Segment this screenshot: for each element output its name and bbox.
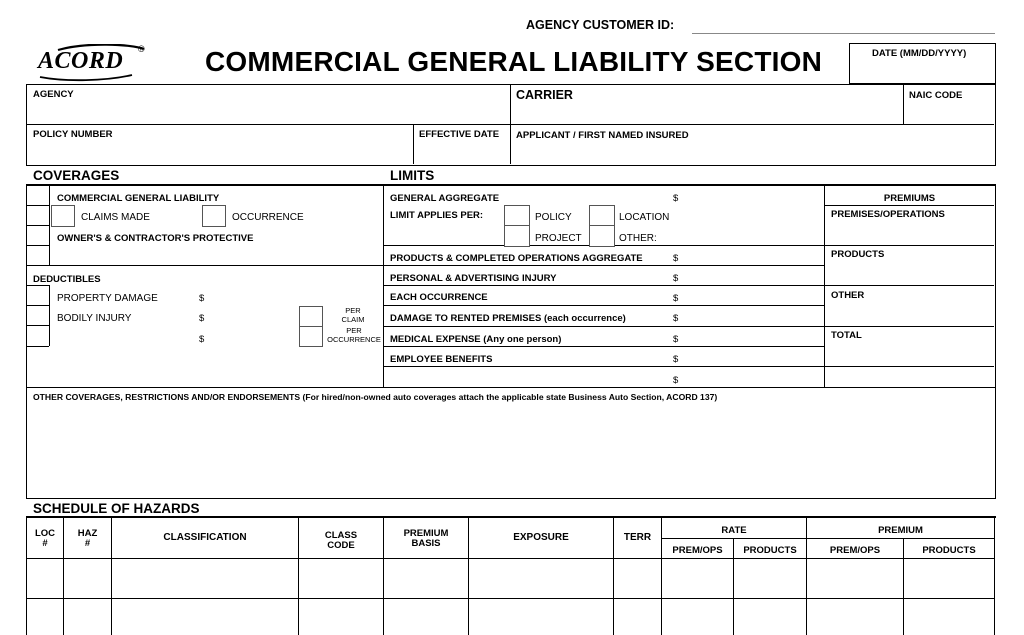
- policy-label: POLICY: [535, 212, 572, 223]
- premises-operations-label: PREMISES/OPERATIONS: [831, 209, 945, 220]
- hz-loc-header-1: LOC: [34, 528, 56, 539]
- property-damage-dollar: $: [199, 293, 205, 304]
- effective-date-input[interactable]: [417, 143, 511, 162]
- ded-row-line-1: [27, 285, 49, 286]
- hz-row1-rate-premops[interactable]: [664, 566, 735, 592]
- cov-section-divider: [27, 265, 383, 266]
- hz-row1-premium-basis[interactable]: [386, 566, 470, 592]
- acord-logo: [36, 44, 148, 84]
- limits-row-line-4: [384, 305, 824, 306]
- hz-row1-rate-products[interactable]: [736, 566, 808, 592]
- each-occurrence-label: EACH OCCURRENCE: [390, 292, 488, 303]
- medical-expense-label: [390, 334, 561, 345]
- personal-advertising-label: PERSONAL & ADVERTISING INJURY: [390, 273, 557, 284]
- limits-row-line-3: [384, 285, 824, 286]
- damage-rented-label: [390, 313, 626, 324]
- ded-row-line-3: [27, 325, 49, 326]
- occurrence-label: OCCURRENCE: [232, 212, 304, 223]
- other-coverages-label: OTHER COVERAGES, RESTRICTIONS AND/OR ENDORSEMENTS (For hired/non-owned auto coverages attach the applicable state Business Auto Section, ACORD 137): [33, 392, 718, 402]
- medical-expense-note: (Any one person): [483, 334, 562, 345]
- cov-checkbox-col: [49, 185, 50, 265]
- location-label: LOCATION: [619, 212, 670, 223]
- general-aggregate-dollar: $: [673, 193, 679, 204]
- agency-input[interactable]: [32, 102, 510, 122]
- property-damage-label: PROPERTY DAMAGE: [57, 293, 158, 304]
- hz-row1-loc[interactable]: [29, 566, 65, 592]
- effective-date-label: EFFECTIVE DATE: [419, 129, 500, 140]
- hz-class-code-header-2: CODE: [327, 540, 355, 551]
- policy-checkbox[interactable]: [504, 205, 530, 227]
- other-limit-label: OTHER:: [619, 233, 657, 244]
- hz-classification-header: CLASSIFICATION: [163, 532, 247, 543]
- bodily-injury-label: BODILY INJURY: [57, 313, 132, 324]
- claims-made-checkbox[interactable]: [51, 205, 75, 227]
- each-occurrence-dollar: $: [673, 293, 679, 304]
- cgl-label: COMMERCIAL GENERAL LIABILITY: [57, 193, 220, 204]
- premiums-row-line-3: [825, 326, 994, 327]
- per-occurrence-label-2: OCCURRENCE: [327, 334, 381, 344]
- other-premium-label: OTHER: [831, 290, 865, 301]
- damage-rented-note: (each occurrence): [543, 313, 626, 324]
- per-claim-label-2: CLAIM: [341, 314, 365, 324]
- personal-advertising-dollar: $: [673, 273, 679, 284]
- per-claim-checkbox[interactable]: [299, 306, 323, 327]
- info-vline-naic: [903, 85, 904, 124]
- products-completed-dollar: $: [673, 253, 679, 264]
- hz-row1-terr[interactable]: [616, 566, 663, 592]
- medical-expense-bold: MEDICAL EXPENSE: [390, 334, 481, 345]
- hz-row1-classification[interactable]: [114, 566, 300, 592]
- ded-row-line-4: [27, 346, 49, 347]
- limits-row-line-7: [384, 366, 994, 367]
- location-checkbox[interactable]: [589, 205, 615, 227]
- deductibles-label: DEDUCTIBLES: [33, 274, 101, 285]
- hz-header-bottom: [27, 558, 994, 559]
- applicant-label: APPLICANT / FIRST NAMED INSURED: [516, 130, 689, 141]
- per-occurrence-checkbox[interactable]: [299, 326, 323, 347]
- hz-exposure-header: EXPOSURE: [513, 532, 569, 543]
- hz-row1-haz[interactable]: [66, 566, 113, 592]
- applicant-input[interactable]: [515, 143, 993, 162]
- hz-row1-premium-products[interactable]: [906, 566, 996, 592]
- limits-heading: LIMITS: [390, 168, 435, 183]
- policy-number-input[interactable]: [32, 143, 412, 162]
- date-label: DATE (MM/DD/YYYY): [872, 48, 967, 59]
- limit-applies-per-label: LIMIT APPLIES PER:: [390, 210, 484, 221]
- hz-row-line-1: [27, 598, 994, 599]
- hz-rate-premops-header: PREM/OPS: [672, 545, 723, 556]
- other-limit-checkbox[interactable]: [589, 225, 615, 247]
- cov-row-line-1: [27, 205, 49, 206]
- hz-premium-basis-header-2: BASIS: [411, 538, 441, 549]
- hz-class-code-header-1: CLASS: [324, 530, 358, 541]
- limits-row-line-2: [384, 265, 824, 266]
- project-checkbox[interactable]: [504, 225, 530, 247]
- agency-customer-id-input[interactable]: [694, 18, 996, 34]
- hz-rate-header: RATE: [721, 525, 747, 536]
- premiums-row-line-2: [825, 285, 994, 286]
- hz-row1-exposure[interactable]: [471, 566, 615, 592]
- coverages-top-rule: [26, 184, 996, 186]
- hz-rate-products-header: PRODUCTS: [743, 545, 797, 556]
- naic-code-input[interactable]: [907, 103, 995, 122]
- bodily-injury-dollar: $: [199, 313, 205, 324]
- ded-checkbox-col: [49, 285, 50, 346]
- premiums-heading: PREMIUMS: [883, 193, 936, 204]
- claims-made-label: CLAIMS MADE: [81, 212, 150, 223]
- premiums-left-border: [824, 185, 825, 387]
- hz-class-code-header: [299, 531, 383, 551]
- naic-code-label: NAIC CODE: [909, 90, 963, 101]
- date-input[interactable]: [853, 62, 994, 80]
- medical-expense-dollar: $: [673, 334, 679, 345]
- hz-premium-premops-header: PREM/OPS: [829, 545, 881, 556]
- damage-rented-dollar: $: [673, 313, 679, 324]
- hazards-heading: SCHEDULE OF HAZARDS: [33, 501, 200, 516]
- hz-haz-header-2: #: [84, 538, 91, 549]
- cov-row-line-3: [27, 245, 49, 246]
- employee-benefits-label: EMPLOYEE BENEFITS: [390, 354, 493, 365]
- ded-row-line-2: [27, 305, 49, 306]
- hz-row1-premium-premops[interactable]: [809, 566, 905, 592]
- cov-row-line-2: [27, 225, 49, 226]
- employee-benefits-dollar: $: [673, 354, 679, 365]
- other-coverages-input[interactable]: [32, 405, 990, 495]
- limits-row-line-6: [384, 346, 824, 347]
- premiums-heading-line: [825, 205, 994, 206]
- carrier-input[interactable]: [515, 103, 903, 122]
- policy-number-label: POLICY NUMBER: [33, 129, 113, 140]
- hz-premium-products-header: PRODUCTS: [922, 545, 976, 556]
- total-premium-label: TOTAL: [831, 330, 862, 341]
- products-completed-label: PRODUCTS & COMPLETED OPERATIONS AGGREGATE: [390, 253, 643, 264]
- acord-logo-text: ACORD: [38, 48, 124, 74]
- hz-premium-basis-header-1: PREMIUM: [403, 528, 449, 539]
- hz-premium-basis-header: [384, 529, 468, 549]
- owners-protective-label: OWNER'S & CONTRACTOR'S PROTECTIVE: [57, 233, 254, 244]
- general-aggregate-label: GENERAL AGGREGATE: [390, 193, 500, 204]
- occurrence-checkbox[interactable]: [202, 205, 226, 227]
- hz-haz-header-1: HAZ: [77, 528, 98, 539]
- damage-rented-bold: DAMAGE TO RENTED PREMISES: [390, 313, 542, 324]
- hz-loc-header-2: #: [42, 538, 48, 549]
- extra-limit-dollar: $: [673, 375, 679, 386]
- other-deductible-dollar: $: [199, 334, 205, 345]
- project-label: PROJECT: [535, 233, 582, 244]
- agency-customer-id-label: AGENCY CUSTOMER ID:: [526, 18, 675, 32]
- hazards-top-rule: [26, 516, 996, 518]
- premiums-row-line-1: [825, 245, 994, 246]
- per-occurrence-label: [325, 327, 383, 344]
- hz-row1-class-code[interactable]: [301, 566, 385, 592]
- info-vline-effective: [413, 125, 414, 164]
- products-premium-label: PRODUCTS: [831, 249, 885, 260]
- limits-row-line-5: [384, 326, 824, 327]
- coverages-heading: COVERAGES: [33, 168, 120, 183]
- hz-premium-header: PREMIUM: [878, 525, 923, 536]
- acord-registered-mark: ®: [138, 44, 145, 54]
- hz-haz-header: [64, 529, 111, 549]
- carrier-label: CARRIER: [516, 88, 573, 102]
- page-title: COMMERCIAL GENERAL LIABILITY SECTION: [205, 46, 823, 77]
- hz-subheader-line: [662, 538, 994, 539]
- limits-left-border: [383, 185, 384, 387]
- per-claim-label: [330, 307, 376, 324]
- hz-terr-header: TERR: [623, 532, 652, 543]
- hz-loc-header: [27, 529, 63, 549]
- per-claim-label-1: PER: [345, 306, 361, 315]
- per-occurrence-label-1: PER: [346, 326, 362, 335]
- agency-label: AGENCY: [33, 89, 74, 100]
